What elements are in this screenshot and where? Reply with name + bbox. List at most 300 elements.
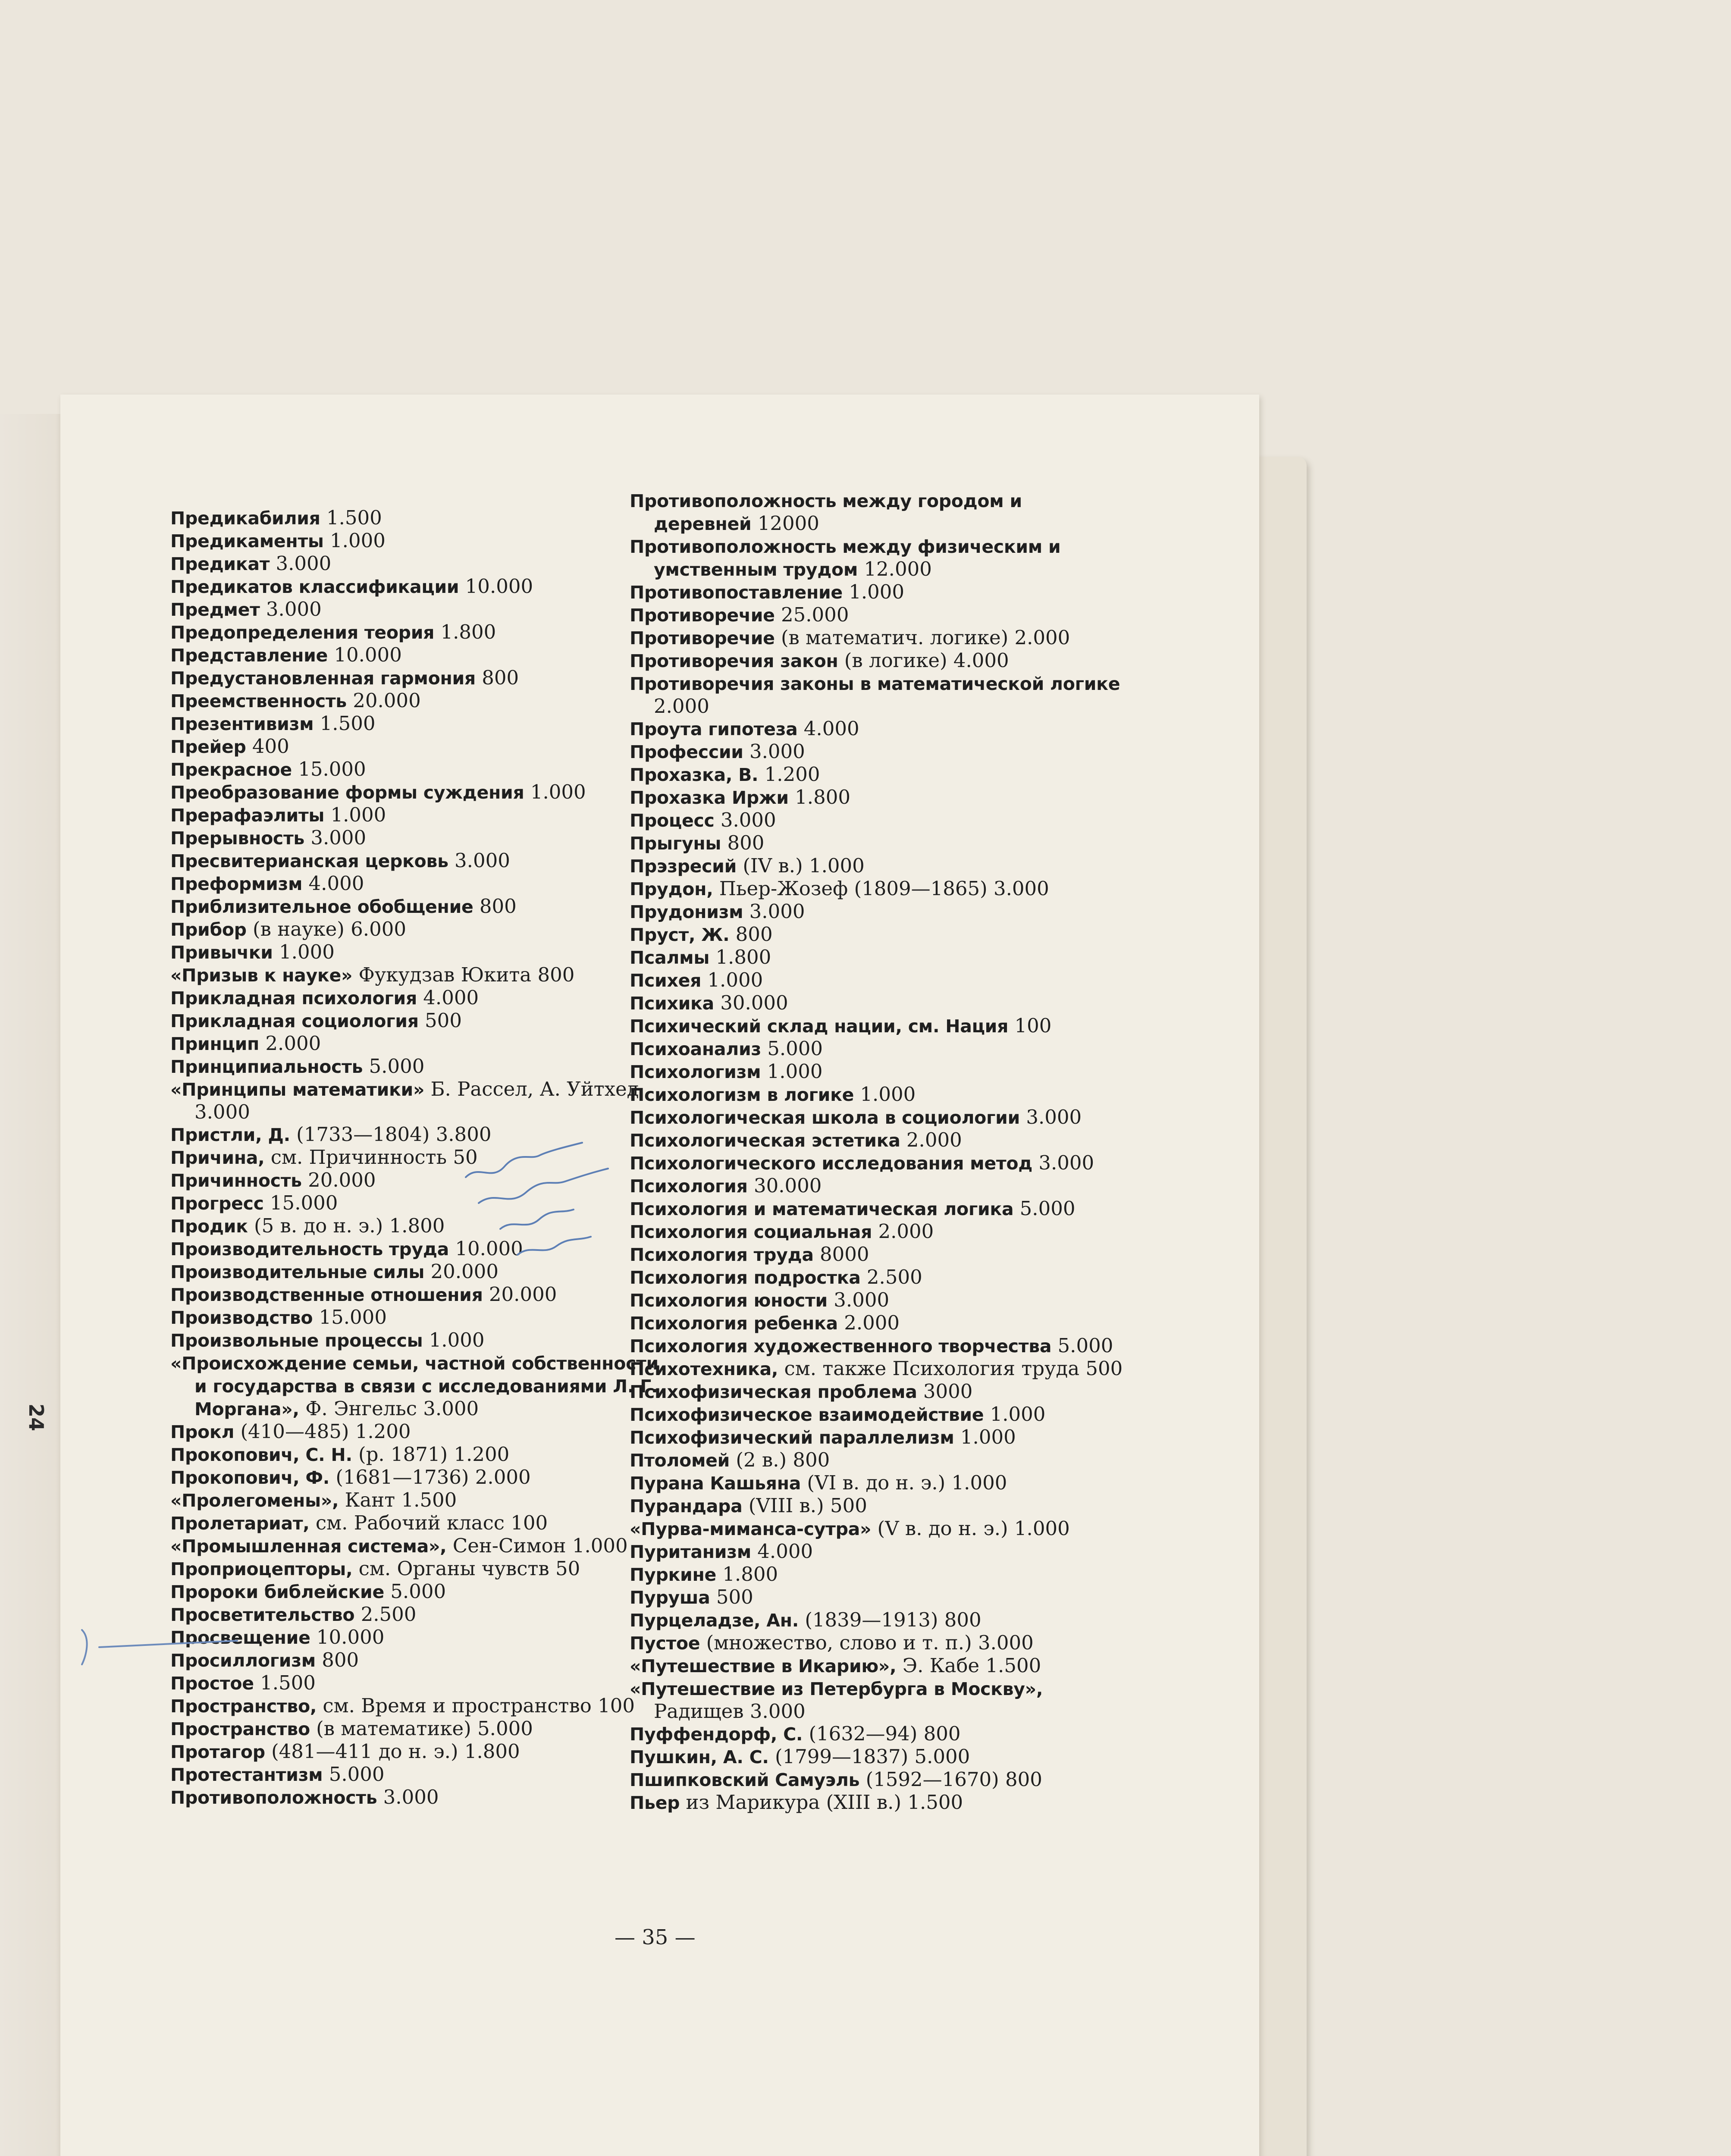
index-detail: 800 — [473, 895, 517, 918]
index-entry — [170, 1352, 666, 1420]
index-entry — [170, 781, 666, 804]
index-term: Протагор — [170, 1742, 265, 1762]
index-term: Прокл — [170, 1422, 235, 1442]
index-term: Просветительство — [170, 1604, 355, 1625]
index-term: Противопоставление — [630, 582, 843, 603]
index-detail: 1.200 — [758, 763, 820, 786]
index-entry — [170, 918, 666, 941]
index-term: Пуританизм — [630, 1542, 751, 1562]
index-term: Профессии — [630, 742, 743, 762]
index-detail: 1.000 — [273, 940, 335, 963]
index-detail: 2.000 — [900, 1128, 962, 1151]
index-detail: 5.000 — [384, 1580, 446, 1603]
index-term: Прокопович, С. Н. — [170, 1445, 352, 1465]
index-detail: (5 в. до н. э.) 1.800 — [248, 1214, 445, 1237]
index-entry — [170, 644, 666, 667]
index-term: Пуркине — [630, 1564, 716, 1585]
index-detail: 2.000 — [654, 695, 709, 718]
index-term: Причина, — [170, 1147, 265, 1168]
index-term: «Пролегомены», — [170, 1490, 339, 1511]
index-entry — [630, 763, 1126, 786]
index-term: Привычки — [170, 942, 273, 963]
index-detail: 15.000 — [263, 1191, 338, 1214]
index-detail: (1592—1670) 800 — [859, 1768, 1042, 1791]
index-term: Психический склад нации, см. Нация — [630, 1016, 1009, 1037]
index-entry — [630, 992, 1126, 1015]
index-term: Псалмы — [630, 947, 710, 968]
index-term: Психотехника, — [630, 1359, 778, 1379]
index-detail: (2 в.) 800 — [730, 1448, 830, 1471]
index-detail: из Марикура (XIII в.) 1.500 — [680, 1791, 963, 1814]
index-term: Противоречие — [630, 605, 775, 626]
index-detail: (410—485) 1.200 — [234, 1420, 411, 1443]
index-entry — [630, 1632, 1126, 1655]
index-entry — [630, 1037, 1126, 1060]
index-detail: 3.000 — [448, 849, 510, 872]
index-entry — [630, 627, 1126, 649]
index-entry — [630, 832, 1126, 855]
index-term: «Путешествие в Икарию», — [630, 1656, 897, 1677]
index-term: Прерывность — [170, 828, 305, 849]
index-entry — [630, 1015, 1126, 1037]
index-detail: 400 — [246, 735, 289, 758]
index-entry — [170, 1557, 666, 1580]
index-entry — [630, 855, 1126, 877]
index-term: Простое — [170, 1673, 254, 1694]
index-entry — [630, 1745, 1126, 1768]
index-term: Противоречия закон — [630, 651, 838, 671]
index-entry — [630, 1791, 1126, 1814]
index-term: Презентивизм — [170, 714, 314, 734]
index-detail: 2.000 — [259, 1032, 321, 1055]
index-term: Преемственность — [170, 691, 347, 711]
index-detail: см. Причинность 50 — [264, 1146, 478, 1169]
index-detail: (р. 1871) 1.200 — [352, 1443, 510, 1466]
index-entry — [630, 900, 1126, 923]
index-detail: 1.000 — [761, 1060, 823, 1083]
index-term: Психология ребенка — [630, 1313, 838, 1334]
index-entry — [170, 530, 666, 552]
index-term: Предустановленная гармония — [170, 668, 476, 689]
index-term: Проприоцепторы, — [170, 1559, 353, 1579]
index-term: Психология и математическая логика — [630, 1199, 1014, 1219]
index-detail: (V в. до н. э.) 1.000 — [871, 1517, 1070, 1540]
index-entry — [170, 507, 666, 530]
index-column-right — [630, 489, 1126, 1814]
index-term: «Пурва-миманса-сутра» — [630, 1519, 872, 1539]
index-detail: Ф. Энгельс 3.000 — [299, 1397, 479, 1420]
index-entry — [170, 1786, 666, 1809]
index-entry — [170, 598, 666, 621]
index-detail: Б. Рассел, А. Уйтхед 3.000 — [194, 1078, 639, 1123]
index-detail: 800 — [721, 831, 765, 854]
index-entry — [630, 1060, 1126, 1083]
index-term: Предикаменты — [170, 531, 324, 552]
index-entry — [630, 1540, 1126, 1563]
index-term: Преформизм — [170, 874, 303, 894]
index-entry — [630, 1220, 1126, 1243]
index-detail: Э. Кабе 1.500 — [896, 1654, 1041, 1677]
index-term: «Призыв к науке» — [170, 965, 353, 986]
index-entry — [630, 1335, 1126, 1357]
index-detail: 20.000 — [483, 1283, 557, 1306]
index-entry — [630, 1357, 1126, 1380]
index-detail: Фукудзав Юкита 800 — [352, 963, 575, 986]
index-term: Пуруша — [630, 1587, 710, 1608]
index-term: Прерафаэлиты — [170, 805, 325, 826]
index-entry — [630, 1768, 1126, 1791]
index-term: Произвольные процессы — [170, 1330, 423, 1351]
index-detail: 4.000 — [302, 872, 364, 895]
index-detail: 20.000 — [301, 1169, 376, 1191]
index-detail: 800 — [475, 666, 519, 689]
index-term: Психофизический параллелизм — [630, 1427, 954, 1448]
index-entry — [170, 1466, 666, 1489]
index-term: Приблизительное обобщение — [170, 896, 474, 917]
margin-page-number: 24 — [25, 1403, 48, 1432]
index-detail: 5.000 — [363, 1055, 425, 1078]
index-entry — [630, 489, 1126, 535]
index-detail: 500 — [418, 1009, 462, 1032]
index-term: «Путешествие из Петербурга в Москву», — [630, 1679, 1043, 1699]
index-entry — [170, 1306, 666, 1329]
index-entry — [170, 1535, 666, 1557]
index-detail: 3.000 — [270, 552, 332, 575]
index-detail: 5.000 — [1013, 1197, 1076, 1220]
index-term: Прохазка Иржи — [630, 787, 789, 808]
index-entry — [630, 1609, 1126, 1632]
index-detail: 3.000 — [714, 808, 776, 831]
index-term: Противоречия законы в математической логике — [630, 674, 1120, 694]
index-entry — [170, 1283, 666, 1306]
index-term: Прикладная психология — [170, 988, 417, 1009]
index-entry — [170, 667, 666, 689]
index-term: Психологическая школа в социологии — [630, 1107, 1020, 1128]
index-detail: 25.000 — [775, 603, 849, 626]
index-entry — [630, 1175, 1126, 1197]
index-detail: 20.000 — [424, 1260, 499, 1283]
index-detail: 2.500 — [860, 1266, 922, 1288]
index-term: Производительные силы — [170, 1262, 425, 1282]
index-term: Пролетариат, — [170, 1513, 310, 1534]
index-entry — [630, 1152, 1126, 1175]
index-detail: Сен-Симон 1.000 — [446, 1534, 628, 1557]
index-entry — [170, 735, 666, 758]
index-term: Пшипковский Самуэль — [630, 1770, 860, 1790]
index-detail: 3.000 — [1020, 1106, 1082, 1128]
index-detail: (множество, слово и т. п.) 3.000 — [700, 1631, 1034, 1654]
index-entry — [170, 1695, 666, 1717]
index-entry — [170, 941, 666, 964]
index-entry — [630, 1472, 1126, 1495]
index-detail: 1.000 — [854, 1083, 916, 1106]
index-term: Психика — [630, 993, 714, 1014]
index-entry — [170, 872, 666, 895]
index-term: Просвещение — [170, 1627, 310, 1648]
index-entry — [170, 1420, 666, 1443]
index-detail: 8000 — [813, 1243, 869, 1266]
index-term: Проута гипотеза — [630, 719, 798, 740]
index-term: Преобразование формы суждения — [170, 782, 524, 803]
index-term: Пророки библейские — [170, 1582, 384, 1602]
index-term: Прудонизм — [630, 902, 743, 922]
index-term: Пресвитерианская церковь — [170, 851, 448, 871]
index-term: Производственные отношения — [170, 1285, 483, 1305]
index-term: Психологизм — [630, 1062, 761, 1082]
index-term: Пустое — [630, 1633, 700, 1654]
index-entry — [170, 1763, 666, 1786]
index-detail: (1799—1837) 5.000 — [768, 1745, 970, 1768]
index-term: Прибор — [170, 919, 247, 940]
index-entry — [170, 575, 666, 598]
index-detail: 1.800 — [709, 946, 771, 968]
index-entry — [170, 758, 666, 781]
index-detail: 3.000 — [304, 826, 367, 849]
index-term: Пристли, Д. — [170, 1125, 290, 1145]
index-entry — [630, 923, 1126, 946]
index-detail: 10.000 — [310, 1626, 385, 1648]
index-term: Противоречие — [630, 628, 775, 649]
index-detail: 1.800 — [716, 1563, 778, 1586]
index-term: Пурандара — [630, 1496, 743, 1517]
index-term: «Принципы математики» — [170, 1079, 425, 1100]
index-term: Прокопович, Ф. — [170, 1467, 330, 1488]
index-term: Пушкин, А. С. — [630, 1747, 769, 1767]
index-term: Психология — [630, 1176, 748, 1197]
index-term: Пурцеладзе, Ан. — [630, 1610, 799, 1631]
index-detail: 30.000 — [747, 1174, 822, 1197]
index-detail: 3000 — [917, 1380, 973, 1403]
index-entry — [170, 552, 666, 575]
index-entry — [630, 1312, 1126, 1335]
page-number: — 35 — — [615, 1925, 696, 1949]
index-detail: 1.500 — [254, 1671, 316, 1694]
index-term: Протестантизм — [170, 1764, 323, 1785]
index-detail: 20.000 — [346, 689, 421, 712]
index-term: Предмет — [170, 599, 260, 620]
index-entry — [630, 1426, 1126, 1449]
index-detail: 15.000 — [313, 1306, 387, 1329]
index-entry — [630, 969, 1126, 992]
index-entry — [170, 987, 666, 1009]
index-entry — [630, 1129, 1126, 1152]
index-detail: 5.000 — [1051, 1334, 1113, 1357]
index-entry — [630, 1403, 1126, 1426]
index-entry — [630, 1266, 1126, 1289]
index-detail: (в логике) 4.000 — [838, 649, 1009, 672]
index-detail: Радищев 3.000 — [654, 1700, 806, 1723]
index-entry — [170, 827, 666, 849]
index-term: Продик — [170, 1216, 248, 1237]
index-term: Причинность — [170, 1170, 302, 1191]
index-detail: 3.000 — [827, 1288, 890, 1311]
index-entry — [630, 1449, 1126, 1472]
index-term: Психология труда — [630, 1244, 814, 1265]
index-detail: 5.000 — [323, 1763, 385, 1786]
index-detail: 12.000 — [858, 558, 932, 580]
index-detail: см. также Психология труда 500 — [778, 1357, 1123, 1380]
index-entry — [170, 621, 666, 644]
index-term: Пьер — [630, 1792, 680, 1813]
index-entry — [630, 809, 1126, 832]
index-term: Пространство, — [170, 1696, 317, 1717]
index-detail: 800 — [315, 1648, 359, 1671]
index-detail: 500 — [710, 1586, 753, 1608]
index-term: Предикатов классификации — [170, 577, 459, 597]
index-term: Пурана Кашьяна — [630, 1473, 801, 1494]
index-detail: (1632—94) 800 — [803, 1722, 961, 1745]
index-entry — [170, 689, 666, 712]
index-term: Прэзресий — [630, 856, 737, 877]
index-detail: (в математич. логике) 2.000 — [775, 626, 1070, 649]
index-entry — [170, 804, 666, 827]
index-detail: 10.000 — [328, 643, 402, 666]
index-entry — [630, 1677, 1126, 1723]
index-term: Прыгуны — [630, 833, 721, 854]
index-detail: 1.800 — [788, 786, 850, 808]
index-term: Психофизическая проблема — [630, 1382, 917, 1402]
index-entry — [630, 581, 1126, 604]
index-detail: 1.000 — [324, 803, 386, 826]
index-detail: 1.000 — [984, 1403, 1046, 1426]
index-detail: 1.500 — [320, 506, 382, 529]
index-term: Психофизическое взаимодействие — [630, 1404, 984, 1425]
index-term: Психология художественного творчества — [630, 1336, 1052, 1357]
index-detail: 12000 — [751, 512, 819, 535]
handwritten-arrow-mark — [73, 1621, 246, 1673]
index-term: Принцип — [170, 1034, 260, 1054]
index-entry — [170, 1009, 666, 1032]
index-entry — [630, 1106, 1126, 1129]
index-detail: 3.000 — [377, 1786, 439, 1808]
index-entry — [630, 672, 1126, 718]
index-entry — [630, 786, 1126, 809]
index-term: Предикат — [170, 554, 270, 574]
index-entry — [170, 1055, 666, 1078]
index-detail: (в науке) 6.000 — [246, 918, 406, 940]
index-detail: (в математике) 5.000 — [310, 1717, 533, 1740]
index-entry — [630, 718, 1126, 740]
index-entry — [630, 649, 1126, 672]
index-term: Прохазка, В. — [630, 765, 759, 785]
index-term: Психология подростка — [630, 1267, 861, 1288]
index-detail: 800 — [729, 923, 773, 946]
index-entry — [630, 1197, 1126, 1220]
index-detail: 10.000 — [449, 1237, 523, 1260]
index-term: Предикабилия — [170, 508, 320, 529]
index-entry — [630, 1586, 1126, 1609]
index-term: Прекрасное — [170, 759, 292, 780]
index-detail: 3.000 — [743, 900, 805, 923]
index-detail: 1.000 — [524, 780, 586, 803]
index-detail: 3.000 — [1032, 1151, 1094, 1174]
index-entry — [630, 1380, 1126, 1403]
index-term: Противоположность между городом и деревней — [630, 491, 1022, 534]
index-term: Производство — [170, 1307, 313, 1328]
index-term: Прудон, — [630, 879, 713, 899]
index-entry — [630, 1517, 1126, 1540]
index-detail: (1733—1804) 3.800 — [290, 1123, 492, 1146]
index-term: Психология социальная — [630, 1222, 872, 1242]
index-entry — [170, 1580, 666, 1603]
index-term: Прогресс — [170, 1193, 264, 1214]
index-term: Пруст, Ж. — [630, 924, 730, 945]
index-detail: 1.000 — [701, 968, 763, 991]
index-entry — [630, 604, 1126, 627]
index-entry — [170, 1443, 666, 1466]
index-term: Производительность труда — [170, 1239, 449, 1260]
index-term: Пространство — [170, 1719, 310, 1739]
index-detail: 5.000 — [761, 1037, 823, 1060]
index-detail: 1.000 — [423, 1329, 485, 1351]
index-entry — [170, 849, 666, 872]
index-term: Процесс — [630, 810, 715, 831]
index-detail: 1.500 — [314, 712, 376, 735]
index-term: Прикладная социология — [170, 1011, 419, 1031]
index-entry — [630, 877, 1126, 900]
index-detail: (VI в. до н. э.) 1.000 — [801, 1471, 1007, 1494]
index-entry — [630, 740, 1126, 763]
index-term: Психологического исследования метод — [630, 1153, 1033, 1174]
index-detail: см. Рабочий класс 100 — [309, 1511, 548, 1534]
index-term: Психология юности — [630, 1290, 828, 1311]
index-term: Принципиальность — [170, 1056, 363, 1077]
index-entry — [170, 895, 666, 918]
index-term: Предопределения теория — [170, 622, 435, 643]
index-entry — [630, 1563, 1126, 1586]
index-term: Противоположность между физическим и умственным трудом — [630, 536, 1061, 580]
index-entry — [630, 1723, 1126, 1745]
index-entry — [170, 1740, 666, 1763]
index-entry — [170, 964, 666, 987]
index-detail: см. Органы чувств 50 — [352, 1557, 580, 1580]
handwritten-margin-note — [453, 1121, 634, 1285]
index-entry — [630, 1655, 1126, 1677]
index-entry — [170, 1329, 666, 1352]
index-detail: Кант 1.500 — [339, 1489, 457, 1511]
index-detail: 2.000 — [872, 1220, 934, 1243]
index-entry — [630, 1289, 1126, 1312]
index-term: Пуффендорф, С. — [630, 1724, 803, 1745]
index-entry — [170, 712, 666, 735]
index-term: Психологизм в логике — [630, 1084, 854, 1105]
index-entry — [630, 1495, 1126, 1517]
index-detail: (1839—1913) 800 — [799, 1608, 982, 1631]
index-detail: 1.000 — [842, 580, 905, 603]
index-detail: 2.000 — [837, 1311, 900, 1334]
index-term: Психея — [630, 970, 702, 991]
index-detail: 4.000 — [797, 717, 859, 740]
index-detail: 15.000 — [292, 758, 366, 780]
index-entry — [170, 1078, 666, 1123]
index-detail: (1681—1736) 2.000 — [329, 1466, 531, 1489]
index-entry — [170, 1032, 666, 1055]
index-entry — [630, 1083, 1126, 1106]
index-detail: 3.000 — [260, 598, 322, 620]
index-term: Психологическая эстетика — [630, 1130, 900, 1151]
index-entry — [630, 535, 1126, 581]
index-detail: 4.000 — [417, 986, 479, 1009]
index-term: «Происхождение семьи, частной собственности и государства в связи с исследованиями Л. Г. Моргана», — [170, 1353, 659, 1420]
index-detail: (VIII в.) 500 — [742, 1494, 867, 1517]
index-term: Представление — [170, 645, 328, 666]
index-term: Психоанализ — [630, 1039, 761, 1059]
index-entry — [170, 1672, 666, 1695]
index-detail: 1.000 — [954, 1426, 1016, 1448]
index-detail: 30.000 — [714, 991, 788, 1014]
index-detail: 3.000 — [743, 740, 805, 763]
index-term: Птоломей — [630, 1450, 730, 1471]
